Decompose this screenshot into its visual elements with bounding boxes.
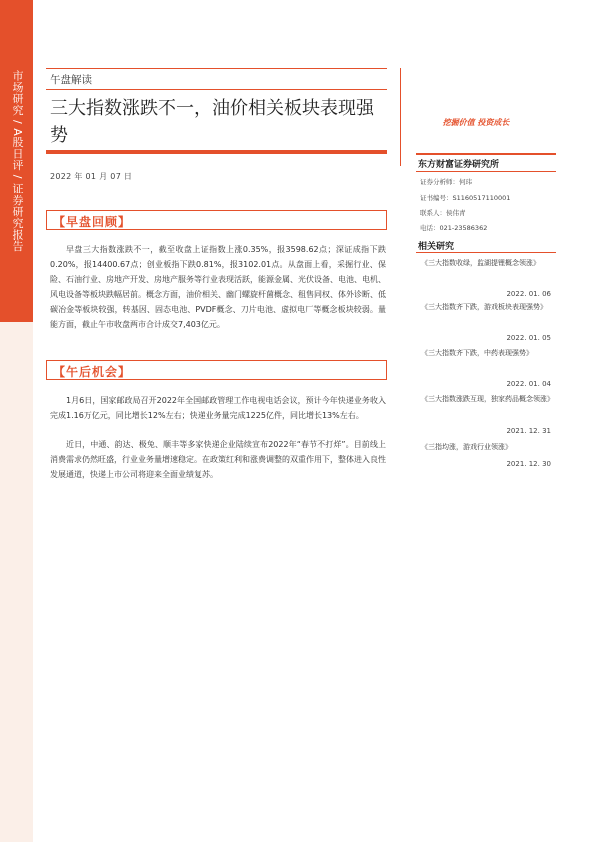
related-item-date: 2022. 01. 06: [506, 290, 551, 298]
contact-person: 联系人：侯伟青: [420, 209, 466, 217]
slogan: 挖掘价值 投资成长: [442, 118, 510, 127]
report-date: 2022 年 01 月 07 日: [50, 172, 133, 181]
side-accent-bar: [0, 0, 33, 322]
section-heading: 【午后机会】: [53, 365, 132, 379]
contact-phone: 电话：021-23586362: [420, 224, 488, 232]
related-research-heading: 相关研究: [418, 242, 455, 252]
section-header-morning-review: [46, 210, 387, 230]
institute-rule: [416, 171, 556, 172]
section-heading: 【早盘回顾】: [53, 215, 132, 229]
report-title: 三大指数涨跌不一，油价相关板块表现强势: [50, 98, 374, 146]
related-item-title[interactable]: 《三指均涨，游戏行业领涨》: [421, 443, 512, 451]
related-item-date: 2021. 12. 31: [506, 427, 551, 435]
related-item-title[interactable]: 《三大指数齐下跌，中药表现强势》: [421, 349, 533, 357]
paragraph: 早盘三大指数涨跌不一，截至收盘上证指数上涨0.35%，报3598.62点；深证成指下跌0.20%，报14400.67点；创业板指下跌0.81%，报3102.01点。从盘面上看，采掘行业、保险、石油行业、房地产开发、房地产服务等行业表现活跃，能源金属、光伏设备、电池、电机、风电设备等板块跌幅居前。概念方面，油价相关、幽门螺旋杆菌概念、租售同权、体外诊断、低碳冶金等板块较强，转基因、固态电池、PVDF概念、刀片电池、虚拟电厂等概念板块较弱。量能方面，截止午市收盘两市合计成交7,403亿元。: [50, 245, 386, 329]
header-rule: [46, 89, 387, 90]
section-header-afternoon-opportunity: [46, 360, 387, 380]
institute-rule-top: [416, 153, 556, 155]
related-item-date: 2022. 01. 04: [506, 380, 551, 388]
related-item-title[interactable]: 《三大指数齐下跌，游戏板块表现强势》: [421, 303, 547, 311]
related-item-date: 2021. 12. 30: [506, 460, 551, 468]
related-item-title[interactable]: 《三大指数收绿，监湖提锂概念领涨》: [421, 259, 540, 267]
institute-name: 东方财富证券研究所: [418, 160, 500, 170]
related-item-date: 2022. 01. 05: [506, 334, 551, 342]
paragraph: 1月6日，国家邮政局召开2022年全国邮政管理工作电视电话会议，预计今年快递业务收入完成1.16万亿元，同比增长12%左右；快递业务量完成1225亿件，同比增长13%左右。: [50, 396, 386, 420]
report-category-label: 市场研究 / A股日评 / 证券研究报告: [11, 70, 24, 252]
title-underline-bar: [46, 150, 387, 154]
related-research-rule: [416, 252, 556, 253]
paragraph: 近日，中通、韵达、极兔、顺丰等多家快递企业陆续宣布2022年“春节不打烊”。目前线上消费需求仍然旺盛，行业业务量增速稳定。在政策红利和涨费调整的双重作用下，整体进入良性发展通道，快递上市公司将迎来全面业绩复苏。: [50, 440, 386, 479]
analyst-name: 证券分析师：何玮: [420, 178, 472, 186]
section-label: 午盘解读: [50, 74, 92, 86]
header-rule-top: [46, 68, 387, 69]
related-item-title[interactable]: 《三大指数涨跌互现，独家药品概念领涨》: [421, 395, 554, 403]
certificate-number: 证书编号：S1160517110001: [420, 194, 511, 202]
